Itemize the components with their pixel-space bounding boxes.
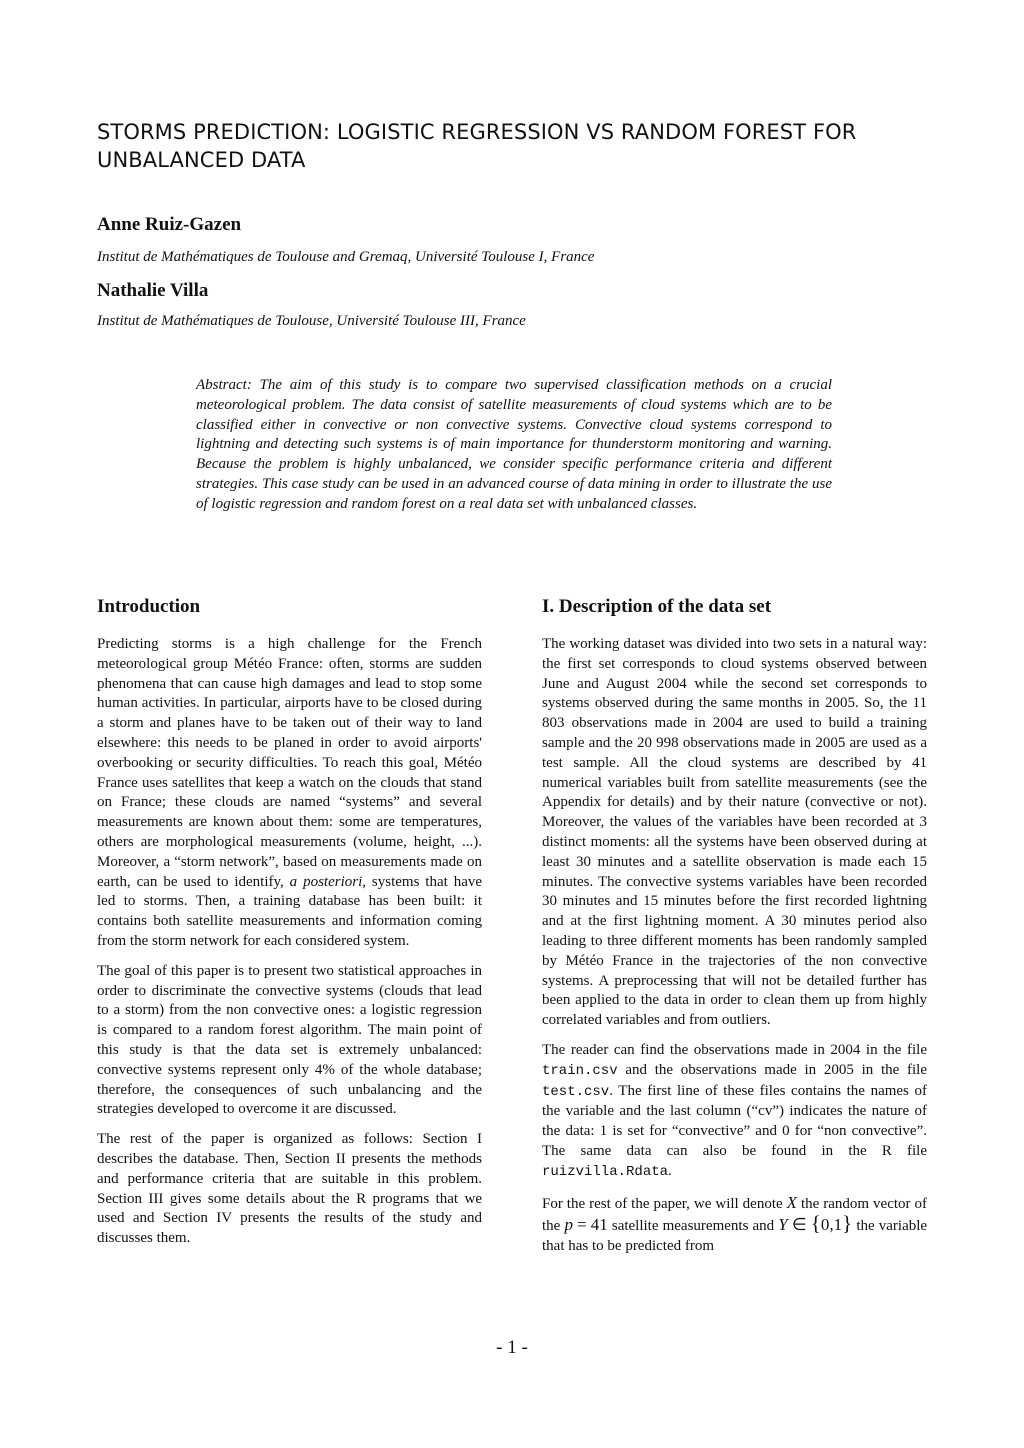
section1-p3-text-c: satellite measurements and	[611, 1218, 775, 1235]
math-brace-close: }	[842, 1211, 853, 1236]
math-brace-open: {	[810, 1211, 821, 1236]
right-column	[542, 594, 927, 1267]
author-affiliation-2: Institut de Mathématiques de Toulouse, Université Toulouse III, France	[97, 313, 526, 329]
file-train-csv: train.csv	[542, 1062, 618, 1079]
author-affiliation-1: Institut de Mathématiques de Toulouse and Gremaq, Université Toulouse I, France	[97, 249, 595, 265]
section1-p3-text-a: For the rest of the paper, we will denote	[542, 1195, 783, 1212]
file-test-csv: test.csv	[542, 1083, 610, 1100]
intro-heading: Introduction	[97, 596, 201, 617]
section1-p2-text-d: .	[668, 1162, 672, 1179]
section1-heading: I. Description of the data set	[542, 596, 772, 617]
section1-paragraph-3	[542, 1193, 927, 1257]
left-column	[97, 594, 482, 1259]
paper-title: STORMS PREDICTION: LOGISTIC REGRESSION VS RANDOM FOREST FOR UNBALANCED DATA	[97, 120, 857, 172]
section1-p3-text-b: the random vector of the	[542, 1195, 927, 1235]
section1-paragraph-2	[542, 1041, 927, 1183]
file-ruizvilla-rdata: ruizvilla.Rdata	[542, 1163, 669, 1180]
math-set-values: 0,1	[820, 1215, 843, 1235]
intro-p1-italic: a posteriori,	[289, 873, 366, 890]
math-p-value: 41	[590, 1215, 608, 1235]
math-var-p: p	[564, 1215, 573, 1235]
intro-p1-text-b: systems that have led to storms. Then, a training database has been built: it contains both satellite measurements and information coming from the storm network for each considered system.	[97, 873, 483, 949]
section1-p3-text-d: the variable that has to be predicted from	[542, 1218, 928, 1255]
section1-p2-text-b: and the observations made in 2005 in the file	[625, 1061, 928, 1078]
math-var-y: Y	[778, 1215, 788, 1235]
math-equals: =	[577, 1215, 587, 1235]
section1-p2-text-a: The reader can find the observations made in 2004 in the file	[542, 1041, 927, 1058]
intro-paragraph-2: The goal of this paper is to present two statistical approaches in order to discriminate the convective systems (clouds that lead to a storm) from the non convective ones: a logistic regression is compared to a random forest algorithm. The main point of this study is that the data set is extremely unbalanced: convective systems represent only 4% of the whole database; therefore, the consequences of such unbalancing and the strategies developed to overcome it are discussed.	[97, 962, 482, 1118]
intro-paragraph-3: The rest of the paper is organized as follows: Section I describes the database. Then, Section II presents the methods and performance criteria that are suitable in this problem. Section III gives some details about the R programs that we used and Section IV presents the results of the study and discusses them.	[97, 1131, 482, 1247]
page-number: - 1 -	[496, 1337, 528, 1358]
author-name-1: Anne Ruiz-Gazen	[97, 214, 242, 235]
section1-paragraph-1: The working dataset was divided into two sets in a natural way: the first set corresponds to cloud systems observed between June and August 2004 while the second set corresponds to systems observed during the same months in 2005. So, the 11 803 observations made in 2004 are used to build a training sample and the 20 998 observations made in 2005 are used as a test sample. All the cloud systems are described by 41 numerical variables built from satellite measurements (see the Appendix for details) and by their nature (convective or not). Moreover, the values of the variables have been recorded at 3 distinct moments: all the systems have been observed during at least 30 minutes and a satellite observation is made each 15 minutes. The convective systems variables have been recorded 30 minutes and 15 minutes before the first recorded lightning and at the first lightning moment. A 30 minutes period also leading to three different moments has been randomly sampled by Météo France in the trajectories of the non convective systems. A preprocessing that will not be detailed further has been applied to the data in order to clean them up from highly correlated variables and from outliers.	[542, 636, 927, 1029]
author-name-2: Nathalie Villa	[97, 280, 209, 301]
math-var-x: X	[786, 1192, 797, 1212]
intro-paragraph-1	[97, 635, 482, 952]
section1-p2-text-c: . The first line of these files contains the names of the variable and the last column (“cv”) indicates the nature of the data: 1 is set for “convective” and 0 for “non convective”. The same data can also be found in the R file	[542, 1082, 927, 1159]
abstract: Abstract: The aim of this study is to compare two supervised classification methods on a crucial meteorological problem. The data consist of satellite measurements of cloud systems which are to be classified either in convective or non convective systems. Convective cloud systems correspond to lightning and detecting such systems is of main importance for thunderstorm monitoring and warning. Because the problem is highly unbalanced, we consider specific performance criteria and different strategies. This case study can be used in an advanced course of data mining in order to illustrate the use of logistic regression and random forest on a real data set with unbalanced classes.	[196, 377, 832, 512]
math-element-of: ∈	[791, 1215, 807, 1235]
intro-p1-text-a: Predicting storms is a high challenge for the French meteorological group Météo France: often, storms are sudden phenomena that can cause high damages and lead to stop some human activities. In particular, airports have to be closed during a storm and planes have to be taken out of their way to land elsewhere: this needs to be planed in order to avoid airports' overbooking or security difficulties. To reach this goal, Météo France uses satellites that keep a watch on the clouds that stand on France; these clouds are named “systems” and several measurements are known about them: some are temperatures, others are morphological measurements (volume, height, ...). Moreover, a “storm network”, based on measurements made on earth, can be used to identify,	[97, 636, 482, 890]
